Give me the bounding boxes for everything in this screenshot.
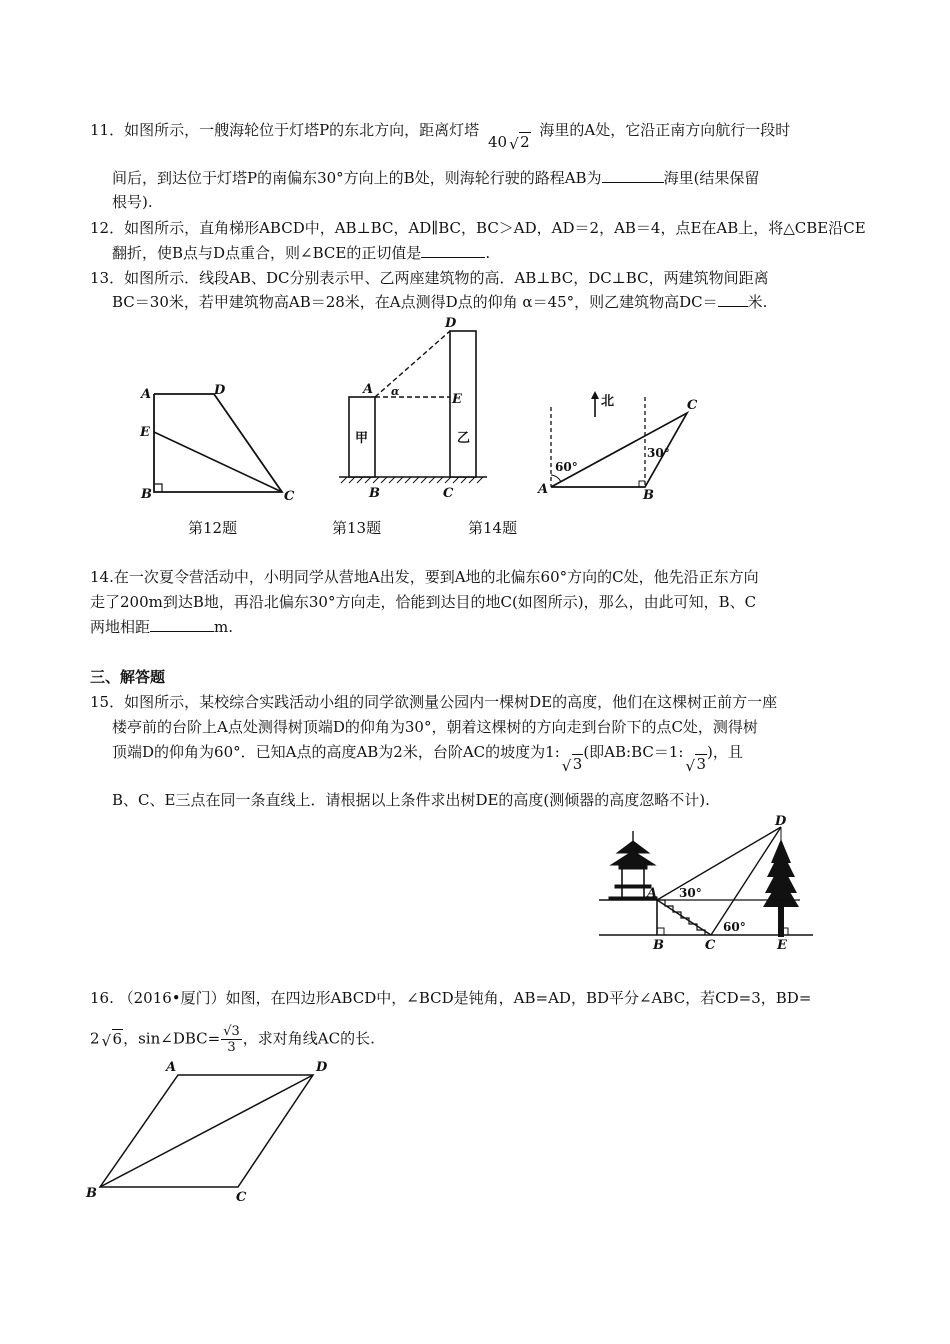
- fraction-sqrt3-over-3: $\frac{√3}{3}$: [223, 1024, 240, 1055]
- q11-distance: 40 √ 2: [487, 133, 530, 153]
- slope-AC: [657, 900, 711, 935]
- answer-blank-q12[interactable]: [421, 243, 485, 258]
- figure-12: [130, 380, 300, 505]
- q14-line1: 14.在一次夏令营活动中，小明同学从营地A出发，要到A地的北偏东60°方向的C处，他先沿正东方向: [90, 568, 759, 586]
- q16-line2: 2 √ 6，sin∠DBC= $\frac{√3}{3}$ ，求对角线AC的长.: [90, 1024, 375, 1055]
- diagonal-BD: [100, 1075, 313, 1187]
- angle-arc-A: [551, 475, 561, 482]
- figure-14: [535, 385, 710, 505]
- q12-line2: 翻折，使B点与D点重合，则∠BCE的正切值是 .: [112, 244, 491, 262]
- q16-line1: 16. （2016•厦门）如图，在四边形ABCD中，∠BCD是钝角，AB=AD，BD平分∠ABC，若CD=3，BD=: [90, 989, 812, 1007]
- label-B: B: [643, 488, 654, 503]
- caption-fig13: 第13题: [332, 519, 382, 537]
- ground-hatch: [341, 477, 483, 483]
- label-jia: 甲: [355, 431, 369, 446]
- answer-blank-q13[interactable]: [718, 292, 748, 307]
- q11-line2: 间后，到达位于灯塔P的南偏东30°方向上的B处，则海轮行驶的路程AB为 海里(结果保留: [112, 169, 760, 187]
- q15-line1: 15．如图所示，某校综合实践活动小组的同学欲测量公园内一棵树DE的高度，他们在这棵树正前方一座: [90, 693, 778, 711]
- north-arrow-icon: [591, 391, 599, 399]
- label-A: A: [166, 1060, 177, 1075]
- figure-13: [335, 315, 495, 500]
- caption-fig12: 第12题: [188, 519, 238, 537]
- q15-line2: 楼亭前的台阶上A点处测得树顶端D的仰角为30°，朝着这棵树的方向走到台阶下的点C处，测得树: [112, 718, 758, 736]
- label-E: E: [777, 938, 787, 953]
- label-B: B: [369, 486, 380, 501]
- q11-line1: 11．如图所示，一艘海轮位于灯塔P的东北方向，距离灯塔 40 √ 2 海里的A处，它沿正南方向航行一段时: [90, 121, 791, 153]
- label-E: E: [140, 425, 150, 440]
- label-D: D: [316, 1060, 328, 1075]
- q15-line4: B、C、E三点在同一条直线上．请根据以上条件求出树DE的高度(测倾器的高度忽略不计).: [112, 791, 710, 809]
- q14-line2: 走了200m到达B地，再沿北偏东30°方向走，恰能到达目的地C(如图所示)，那么，由此可知，B、C: [90, 593, 757, 611]
- trapezoid-outline: [154, 394, 282, 492]
- q13-line1: 13．如图所示．线段AB、DC分别表示甲、乙两座建筑物的高．AB⊥BC，DC⊥BC，两建筑物间距离: [90, 269, 769, 287]
- answer-blank-q14[interactable]: [150, 617, 214, 632]
- sqrt6: √ 6: [101, 1029, 123, 1050]
- label-C: C: [687, 398, 698, 413]
- q15-line3: 顶端D的仰角为60°．已知A点的高度AB为2米，台阶AC的坡度为1: √ 3(即AB:BC＝1: √ 3)，且: [112, 743, 743, 775]
- sightline-AD: [375, 331, 450, 397]
- label-30: 30°: [647, 446, 670, 460]
- label-B: B: [653, 938, 664, 953]
- label-60: 60°: [723, 920, 746, 934]
- label-C: C: [284, 489, 295, 504]
- label-D: D: [445, 316, 457, 331]
- figure-15: [595, 815, 820, 955]
- sqrt3-a: √ 3: [561, 755, 583, 775]
- right-angle-mark-B: [657, 928, 664, 935]
- figure-16: [80, 1055, 340, 1205]
- label-C: C: [705, 938, 716, 953]
- caption-fig14: 第14题: [468, 519, 518, 537]
- label-A: A: [141, 387, 152, 402]
- label-yi: 乙: [457, 431, 471, 446]
- label-A: A: [647, 886, 658, 901]
- q14-line3: 两地相距 m.: [90, 618, 234, 636]
- sightline-AD: [657, 827, 781, 900]
- label-A: A: [538, 482, 549, 497]
- label-alpha: α: [391, 385, 400, 398]
- sqrt3-b: √ 3: [685, 755, 706, 775]
- label-60: 60°: [555, 460, 578, 474]
- segment-EC: [154, 432, 282, 492]
- label-E: E: [452, 392, 462, 407]
- label-B: B: [141, 487, 152, 502]
- section-heading: 三、解答题: [90, 668, 166, 686]
- label-C: C: [236, 1190, 247, 1205]
- label-D: D: [775, 814, 787, 829]
- label-north: 北: [601, 394, 615, 409]
- q13-line2: BC＝30米，若甲建筑物高AB＝28米，在A点测得D点的仰角 α＝45°，则乙建筑物高DC＝ 米.: [112, 293, 768, 311]
- right-angle-mark: [639, 481, 645, 487]
- q11-line3: 根号).: [112, 193, 153, 211]
- answer-blank-q11[interactable]: [602, 168, 664, 183]
- label-30: 30°: [679, 886, 702, 900]
- sightline-CD: [711, 827, 781, 935]
- right-angle-mark: [154, 484, 162, 492]
- q12-line1: 12．如图所示，直角梯形ABCD中，AB⊥BC，AD∥BC，BC＞AD，AD＝2，AB＝4，点E在AB上，将△CBE沿CE: [90, 219, 866, 237]
- label-C: C: [443, 486, 454, 501]
- label-D: D: [214, 383, 226, 398]
- label-B: B: [86, 1186, 97, 1201]
- label-A: A: [363, 382, 374, 397]
